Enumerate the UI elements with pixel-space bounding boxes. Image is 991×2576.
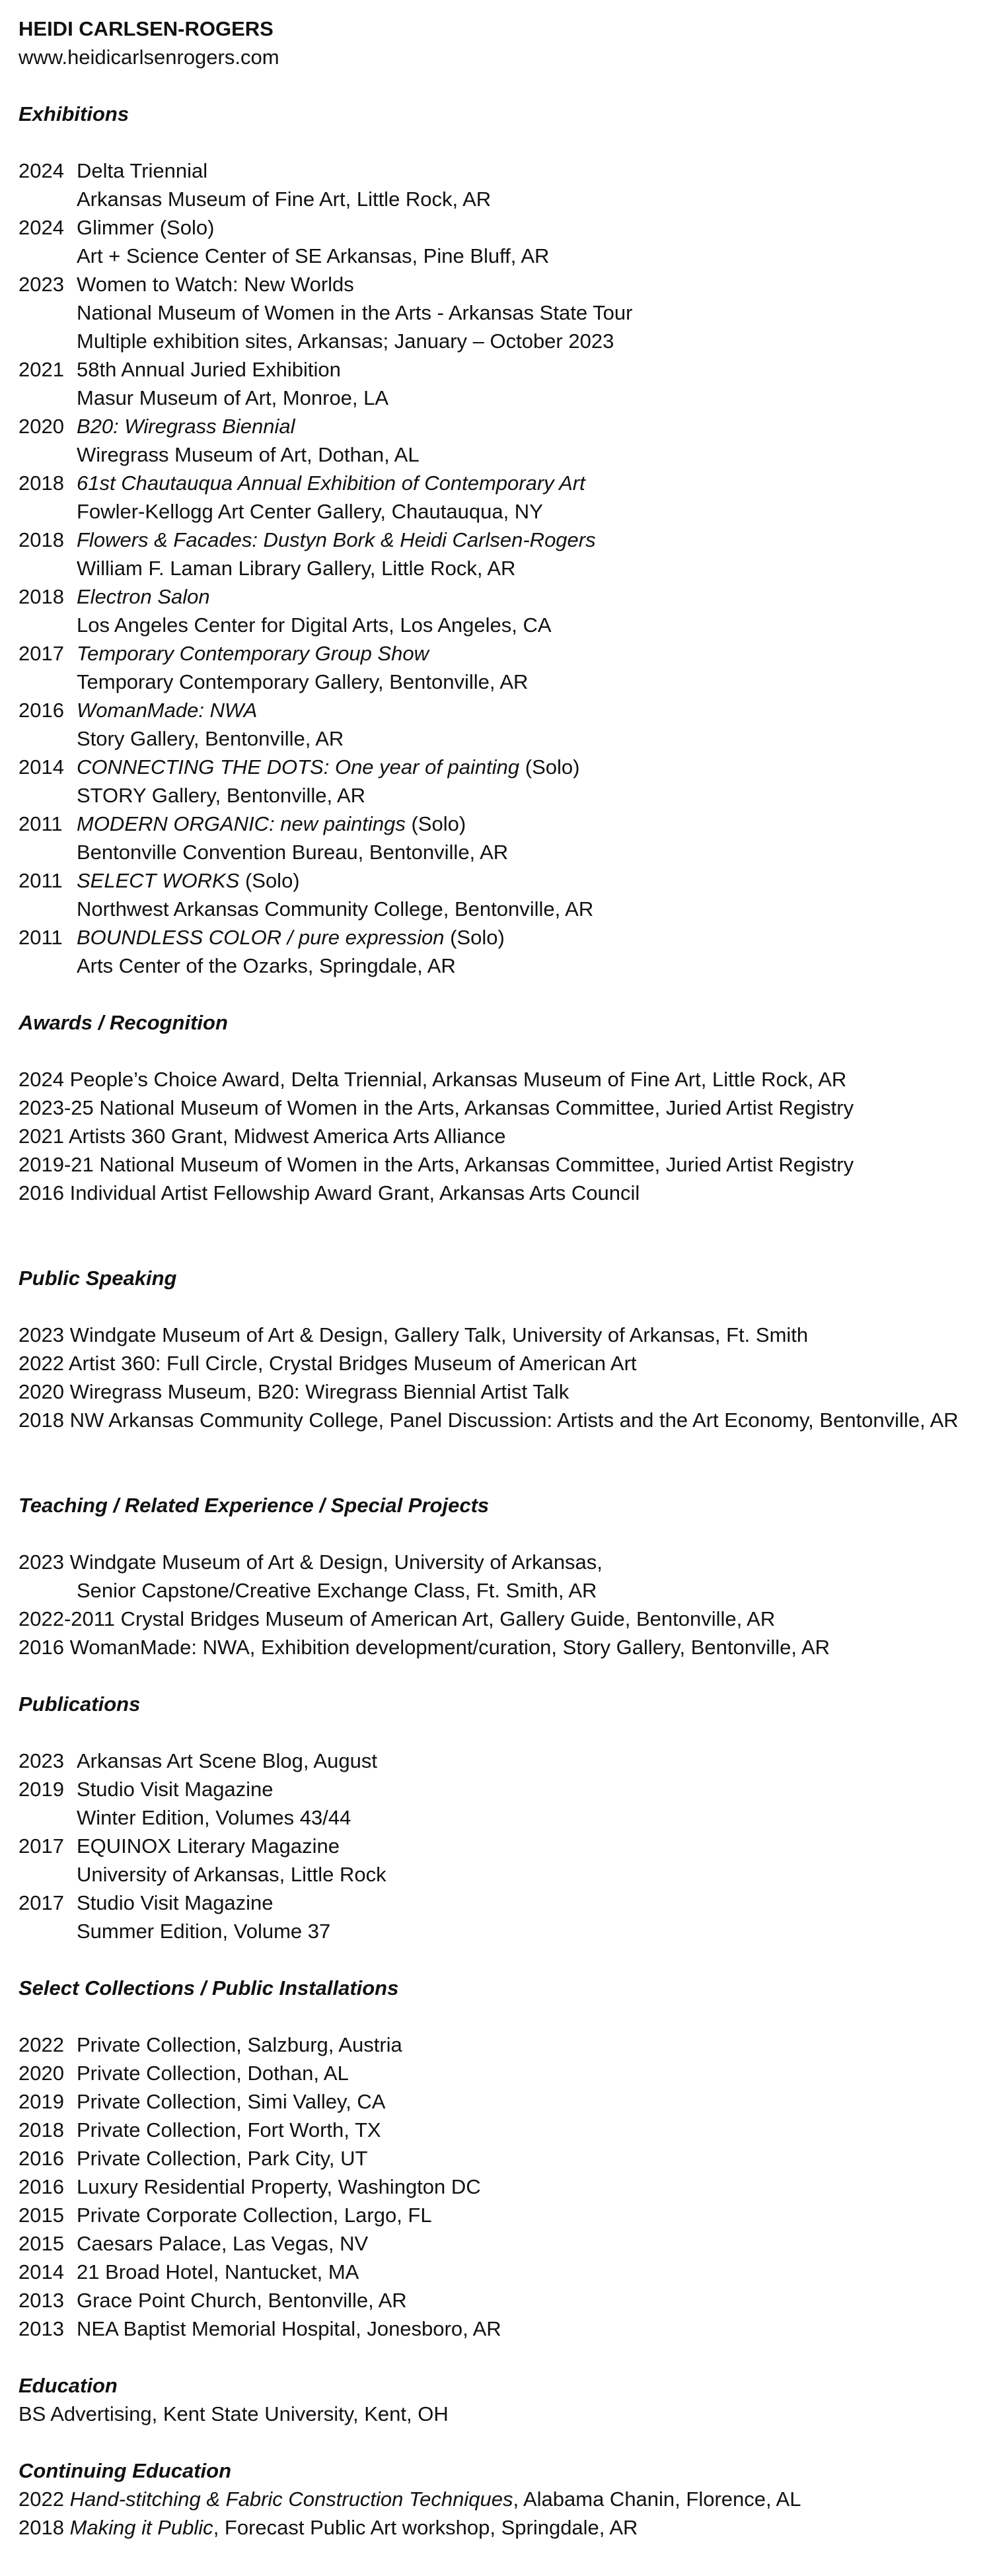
collection-item (18, 2059, 983, 2087)
exhibition-title-line (77, 810, 466, 838)
collection-year: 2020 (18, 2062, 64, 2085)
speaking-item: 2018 NW Arkansas Community College, Panel Discussion: Artists and the Art Economy, Bentonville, AR (18, 1409, 959, 1432)
collection-text: Private Collection, Simi Valley, CA (77, 2090, 386, 2113)
exhibition-title-line (77, 639, 429, 668)
publication-detail: Summer Edition, Volume 37 (77, 1920, 331, 1943)
exhibition-title-line (77, 270, 354, 298)
ce-detail: , Alabama Chanin, Florence, AL (513, 2488, 801, 2511)
publication-item (18, 1775, 983, 1803)
education-heading: Education (18, 2374, 118, 2397)
exhibition-item (18, 355, 983, 384)
exhibition-title-line (77, 213, 214, 242)
exhibition-title-line (77, 582, 210, 611)
exhibition-title: CONNECTING THE DOTS: One year of painting (77, 755, 520, 779)
collection-year: 2013 (18, 2289, 64, 2312)
collection-text: Private Collection, Fort Worth, TX (77, 2118, 381, 2141)
exhibition-title: SELECT WORKS (77, 869, 240, 892)
collection-item (18, 2229, 983, 2258)
exhibition-year: 2018 (18, 528, 64, 551)
award-item: 2023-25 National Museum of Women in the Arts, Arkansas Committee, Juried Artist Registry (18, 1096, 854, 1119)
exhibition-title: Glimmer (Solo) (77, 216, 215, 239)
collection-text: Private Collection, Salzburg, Austria (77, 2033, 402, 2056)
award-item: 2019-21 National Museum of Women in the Arts, Arkansas Committee, Juried Artist Registry (18, 1153, 854, 1176)
exhibition-venue: Story Gallery, Bentonville, AR (77, 727, 344, 750)
exhibition-title: Women to Watch: New Worlds (77, 273, 354, 296)
publication-year: 2017 (18, 1834, 64, 1858)
exhibition-solo-tag: (Solo) (405, 812, 466, 835)
exhibition-item (18, 866, 983, 895)
continuing-education-item (18, 2485, 983, 2513)
exhibition-item (18, 639, 983, 668)
exhibition-year: 2011 (18, 926, 63, 949)
exhibition-title-line (77, 412, 295, 440)
award-item: 2021 Artists 360 Grant, Midwest America Arts Alliance (18, 1125, 506, 1148)
exhibition-venue: National Museum of Women in the Arts - Arkansas State Tour (77, 301, 633, 324)
artist-name: HEIDI CARLSEN-ROGERS (18, 17, 274, 40)
award-item: 2024 People’s Choice Award, Delta Triennial, Arkansas Museum of Fine Art, Little Rock, AR (18, 1068, 847, 1091)
publication-title: Arkansas Art Scene Blog, August (77, 1749, 377, 1772)
collection-item (18, 2144, 983, 2173)
exhibition-item (18, 923, 983, 952)
exhibition-solo-tag: (Solo) (519, 755, 580, 779)
exhibition-venue: Bentonville Convention Bureau, Bentonville, AR (77, 841, 509, 864)
exhibition-item (18, 157, 983, 185)
exhibition-item (18, 582, 983, 611)
exhibition-year: 2021 (18, 358, 64, 381)
collection-year: 2016 (18, 2175, 64, 2198)
collection-item (18, 2201, 983, 2229)
exhibition-year: 2011 (18, 869, 63, 892)
exhibitions-heading: Exhibitions (18, 102, 129, 125)
collection-year: 2016 (18, 2147, 64, 2170)
exhibition-year: 2017 (18, 642, 64, 665)
exhibition-venue: Wiregrass Museum of Art, Dothan, AL (77, 443, 420, 466)
exhibition-solo-tag: (Solo) (239, 869, 300, 892)
speaking-item: 2020 Wiregrass Museum, B20: Wiregrass Biennial Artist Talk (18, 1380, 569, 1403)
exhibition-title: Flowers & Facades: Dustyn Bork & Heidi Carlsen-Rogers (77, 528, 596, 551)
teaching-item: 2016 WomanMade: NWA, Exhibition development/curation, Story Gallery, Bentonville, AR (18, 1636, 830, 1659)
exhibition-venue: Temporary Contemporary Gallery, Bentonville, AR (77, 670, 529, 693)
exhibition-venue: Multiple exhibition sites, Arkansas; January – October 2023 (77, 330, 614, 353)
resume-document (18, 15, 983, 2542)
exhibition-year: 2016 (18, 699, 64, 722)
exhibition-title: B20: Wiregrass Biennial (77, 415, 295, 438)
exhibition-item (18, 753, 983, 781)
ce-detail: , Forecast Public Art workshop, Springdale, AR (213, 2516, 638, 2539)
exhibition-year: 2020 (18, 415, 64, 438)
publication-detail: University of Arkansas, Little Rock (77, 1863, 386, 1886)
collection-text: Private Collection, Park City, UT (77, 2147, 368, 2170)
continuing-education-item (18, 2513, 983, 2542)
teaching-item-detail: Senior Capstone/Creative Exchange Class, Ft. Smith, AR (77, 1579, 597, 1602)
ce-year: 2018 (18, 2516, 64, 2539)
collection-item (18, 2173, 983, 2201)
exhibition-title: Temporary Contemporary Group Show (77, 642, 429, 665)
exhibition-title-line (77, 866, 300, 895)
exhibition-venue: STORY Gallery, Bentonville, AR (77, 784, 366, 807)
collection-text: Private Collection, Dothan, AL (77, 2062, 349, 2085)
exhibition-venue: Northwest Arkansas Community College, Bentonville, AR (77, 897, 594, 921)
collection-item (18, 2031, 983, 2059)
exhibition-title: Electron Salon (77, 585, 210, 608)
collection-item (18, 2258, 983, 2286)
speaking-item: 2023 Windgate Museum of Art & Design, Gallery Talk, University of Arkansas, Ft. Smith (18, 1323, 809, 1346)
collection-year: 2015 (18, 2204, 64, 2227)
continuing-education-heading: Continuing Education (18, 2459, 232, 2482)
exhibition-title: BOUNDLESS COLOR / pure expression (77, 926, 445, 949)
exhibition-venue: Masur Museum of Art, Monroe, LA (77, 386, 389, 409)
exhibition-item (18, 213, 983, 242)
collection-year: 2019 (18, 2090, 64, 2113)
collection-text: 21 Broad Hotel, Nantucket, MA (77, 2260, 359, 2283)
exhibition-solo-tag: (Solo) (444, 926, 505, 949)
collection-text: Caesars Palace, Las Vegas, NV (77, 2232, 369, 2255)
exhibition-venue: William F. Laman Library Gallery, Little Rock, AR (77, 557, 516, 580)
exhibition-year: 2018 (18, 585, 64, 608)
publication-item (18, 1889, 983, 1917)
ce-title: Hand-stitching & Fabric Construction Techniques (69, 2488, 513, 2511)
teaching-item: 2023 Windgate Museum of Art & Design, University of Arkansas, (18, 1550, 603, 1574)
teaching-item: 2022-2011 Crystal Bridges Museum of American Art, Gallery Guide, Bentonville, AR (18, 1607, 776, 1630)
exhibition-title-line (77, 355, 341, 384)
exhibition-year: 2024 (18, 216, 64, 239)
collection-text: Private Corporate Collection, Largo, FL (77, 2204, 432, 2227)
teaching-heading: Teaching / Related Experience / Special Projects (18, 1494, 490, 1517)
collection-text: NEA Baptist Memorial Hospital, Jonesboro, AR (77, 2317, 501, 2340)
exhibition-venue: Arkansas Museum of Fine Art, Little Rock, AR (77, 188, 492, 211)
collection-year: 2015 (18, 2232, 64, 2255)
collection-item (18, 2087, 983, 2116)
awards-heading: Awards / Recognition (18, 1011, 228, 1034)
publication-title: Studio Visit Magazine (77, 1891, 274, 1914)
publication-year: 2017 (18, 1891, 64, 1914)
exhibition-title: MODERN ORGANIC: new paintings (77, 812, 406, 835)
exhibition-year: 2014 (18, 755, 64, 779)
collection-item (18, 2116, 983, 2144)
publication-title: EQUINOX Literary Magazine (77, 1834, 340, 1858)
exhibition-item (18, 469, 983, 497)
exhibition-item (18, 810, 983, 838)
exhibition-item (18, 696, 983, 724)
ce-title: Making it Public (69, 2516, 213, 2539)
exhibition-title-line (77, 157, 207, 185)
exhibition-item (18, 526, 983, 554)
collection-item (18, 2286, 983, 2315)
collections-list (18, 2031, 983, 2343)
exhibition-year: 2023 (18, 273, 64, 296)
exhibition-venue: Los Angeles Center for Digital Arts, Los Angeles, CA (77, 613, 552, 637)
publication-title: Studio Visit Magazine (77, 1778, 274, 1801)
exhibition-venue: Fowler-Kellogg Art Center Gallery, Chautauqua, NY (77, 500, 543, 523)
publication-item (18, 1747, 983, 1775)
collection-text: Grace Point Church, Bentonville, AR (77, 2289, 407, 2312)
publication-detail: Winter Edition, Volumes 43/44 (77, 1806, 351, 1829)
collection-year: 2018 (18, 2118, 64, 2141)
exhibition-title: WomanMade: NWA (77, 699, 258, 722)
exhibition-year: 2011 (18, 812, 63, 835)
exhibition-title: Delta Triennial (77, 159, 208, 182)
publications-heading: Publications (18, 1692, 141, 1716)
exhibition-title-line (77, 923, 505, 952)
collection-text: Luxury Residential Property, Washington DC (77, 2175, 481, 2198)
website-url: www.heidicarlsenrogers.com (18, 46, 279, 69)
publication-item (18, 1832, 983, 1860)
ce-year: 2022 (18, 2488, 64, 2511)
exhibition-title-line (77, 526, 596, 554)
exhibition-venue: Art + Science Center of SE Arkansas, Pine Bluff, AR (77, 244, 550, 267)
collection-year: 2014 (18, 2260, 64, 2283)
speaking-item: 2022 Artist 360: Full Circle, Crystal Bridges Museum of American Art (18, 1352, 637, 1375)
exhibition-item (18, 270, 983, 298)
collections-heading: Select Collections / Public Installations (18, 1976, 399, 2000)
education-item: BS Advertising, Kent State University, Kent, OH (18, 2402, 449, 2425)
exhibition-item (18, 412, 983, 440)
exhibition-title: 58th Annual Juried Exhibition (77, 358, 341, 381)
exhibition-title-line (77, 469, 585, 497)
collection-item (18, 2315, 983, 2343)
collection-year: 2022 (18, 2033, 64, 2056)
exhibition-year: 2024 (18, 159, 64, 182)
exhibition-year: 2018 (18, 471, 64, 495)
award-item: 2016 Individual Artist Fellowship Award Grant, Arkansas Arts Council (18, 1181, 640, 1204)
publication-year: 2023 (18, 1749, 64, 1772)
exhibition-venue: Arts Center of the Ozarks, Springdale, AR (77, 954, 456, 977)
exhibition-title-line (77, 753, 579, 781)
exhibition-title-line (77, 696, 257, 724)
exhibition-title: 61st Chautauqua Annual Exhibition of Contemporary Art (77, 471, 585, 495)
exhibitions-list (18, 157, 983, 980)
speaking-heading: Public Speaking (18, 1267, 177, 1290)
publication-year: 2019 (18, 1778, 64, 1801)
collection-year: 2013 (18, 2317, 64, 2340)
